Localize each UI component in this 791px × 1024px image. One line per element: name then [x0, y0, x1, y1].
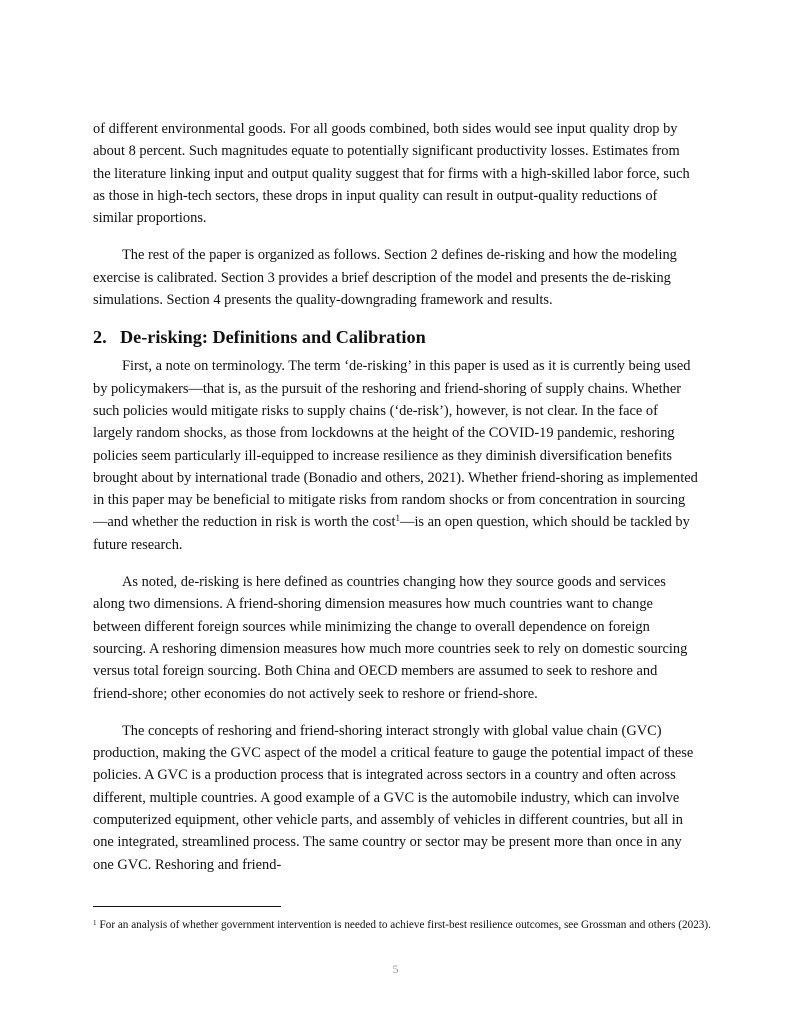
paragraph-organization: The rest of the paper is organized as follows. Section 2 defines de-risking and how the modeling exercise is calibrated. Section 3 provides a brief description of the model and presents the de-risking simulations. Section 4 presents the quality-downgrading framework and results.: [93, 247, 677, 309]
page-number: 5: [392, 962, 399, 976]
footnote-reference[interactable]: 1: [395, 513, 401, 524]
paragraph-continued: of different environmental goods. For all goods combined, both sides would see input quality drop by about 8 percent. Such magnitudes equate to potentially significant productivity losses. Estimates from the literature linking input and output quality suggest that for firms with a high-skilled labor force, such as those in high-tech sectors, these drops in input quality can result in output-quality reductions of similar proportions.: [93, 121, 690, 227]
section-heading: [93, 323, 698, 355]
footnote-divider: [93, 906, 281, 907]
paragraph-terminology: [93, 355, 698, 556]
footnote-marker: 1: [93, 919, 97, 927]
paragraph-terminology-text: First, a note on terminology. The term ‘de-risking’ in this paper is used as it is currently being used by policymakers—that is, as the pursuit of the reshoring and friend-shoring of supply chains. Whether such policies would mitigate risks to supply chains (‘de-risk’), however, is not clear. In the face of largely random shocks, as those from lockdowns at the height of the COVID-19 pandemic, reshoring policies seem particularly ill-equipped to increase resilience as they diminish diversification benefits brought about by international trade (Bonadio and others, 2021). Whether friend-shoring as implemented in this paper may be beneficial to mitigate risks from random shocks or from concentration in sourcing—and whether the reduction in risk is worth the cost: [93, 358, 698, 531]
page-body: [93, 118, 698, 876]
section-number: 2.: [93, 327, 107, 348]
section-title: De-risking: Definitions and Calibration: [120, 327, 426, 348]
footnote-text: For an analysis of whether government intervention is needed to achieve first-best resilience outcomes, see Grossman and others (2023).: [99, 919, 711, 931]
paragraph-definition: As noted, de-risking is here defined as countries changing how they source goods and services along two dimensions. A friend-shoring dimension measures how much countries want to change between different foreign sources while minimizing the change to overall dependence on foreign sourcing. A reshoring dimension measures how much more countries seek to rely on domestic sourcing versus total foreign sourcing. Both China and OECD members are assumed to seek to reshore and friend-shore; other economies do not actively seek to reshore or friend-shore.: [93, 574, 688, 702]
paragraph-terminology-text-end: —is an open question, which should be tackled by future research.: [93, 514, 690, 553]
paragraph-gvc: The concepts of reshoring and friend-shoring interact strongly with global value chain (GVC) production, making the GVC aspect of the model a critical feature to gauge the potential impact of these policies. A GVC is a production process that is integrated across sectors in a country and often across different, multiple countries. A good example of a GVC is the automobile industry, which can involve computerized equipment, other vehicle parts, and assembly of vehicles in different countries, but all in one integrated, streamlined process. The same country or sector may be present more than once in any one GVC. Reshoring and friend-: [93, 722, 694, 873]
footnote: [93, 918, 743, 934]
